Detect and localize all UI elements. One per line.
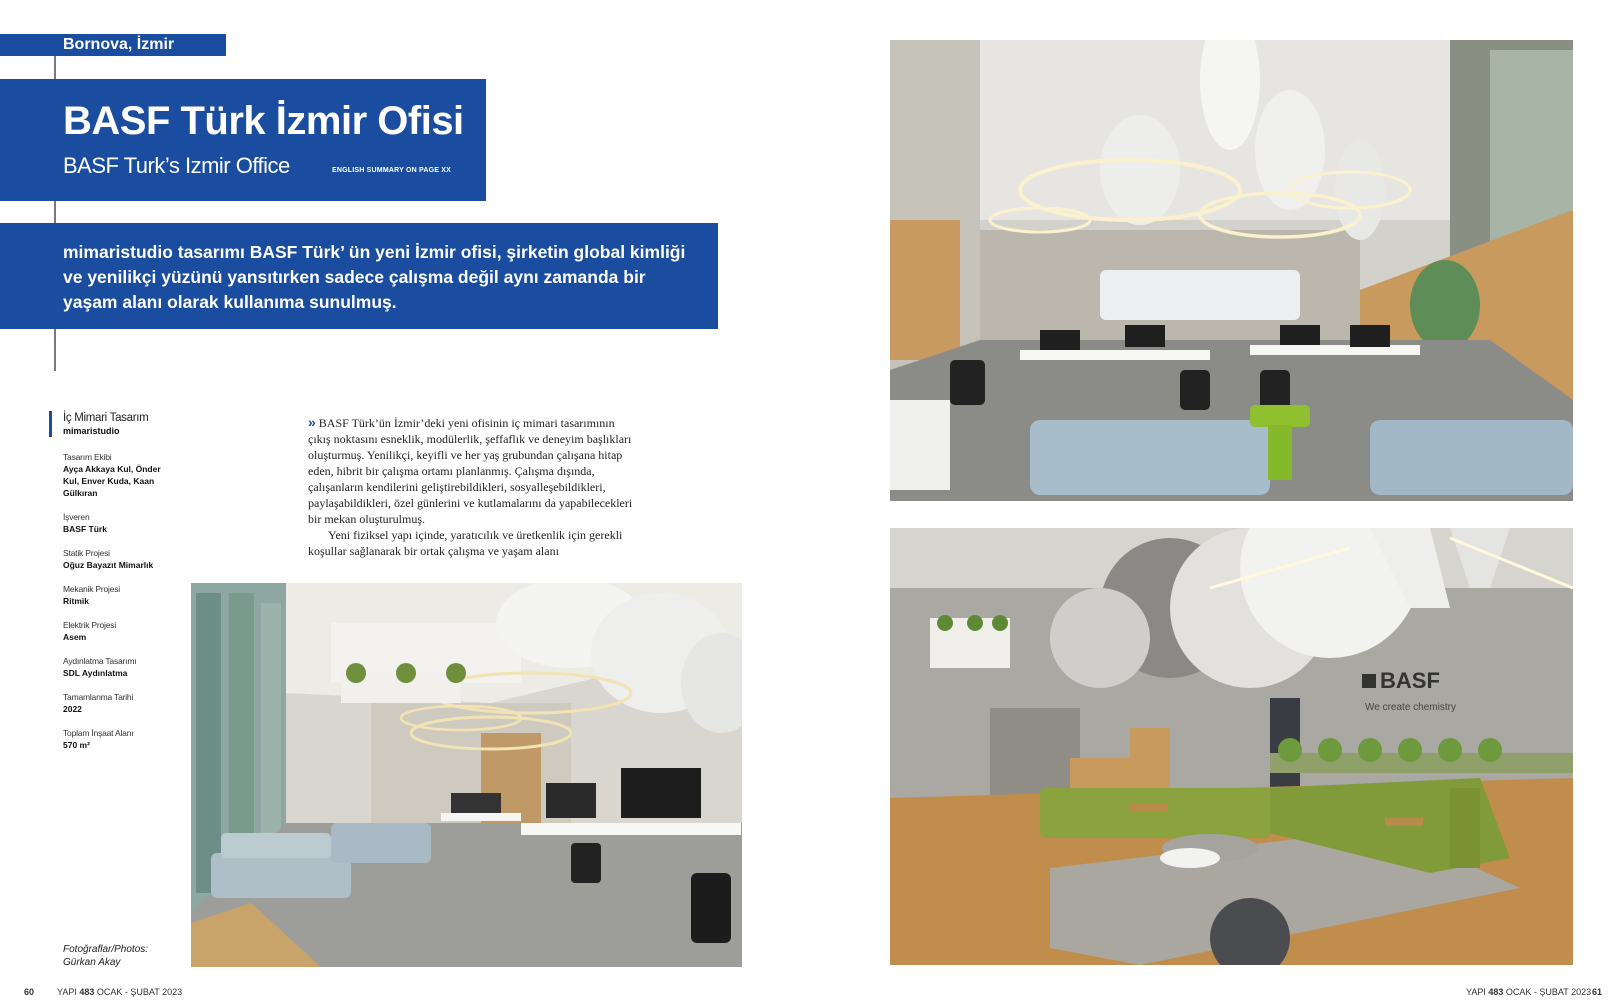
lounge-area-photo bbox=[890, 528, 1573, 965]
footer-date: OCAK - ŞUBAT 2023 bbox=[1505, 987, 1592, 997]
footer-date: OCAK - ŞUBAT 2023 bbox=[96, 987, 183, 997]
page-number-left: 60 bbox=[24, 987, 35, 997]
credit-value: 2022 bbox=[63, 704, 82, 714]
footer-magazine: YAPI bbox=[57, 987, 77, 997]
page-number-right: 61 bbox=[1592, 987, 1603, 997]
footer-right bbox=[1466, 987, 1591, 997]
credit-area bbox=[49, 727, 169, 751]
credit-value: Ayça Akkaya Kul, Önder Kul, Enver Kuda, Kaan Gülkıran bbox=[63, 464, 161, 498]
office-workspace-photo bbox=[890, 40, 1573, 501]
title-block bbox=[0, 79, 486, 201]
credit-design-team bbox=[49, 451, 169, 499]
intro-lead: mimaristudio tasarımı BASF Türk’ ün yeni İzmir ofisi, şirketin global kimliği ve yenilikçi yüzünü yansıtırken sadece çalışma değil aynı zamanda bir yaşam alanı olarak kullanıma sunulmuş. bbox=[0, 223, 718, 329]
body-paragraph-text: BASF Türk’ün İzmir’deki yeni ofisinin iç mimari tasarımının çıkış noktasını esneklik, modülerlik, şeffaflık ve deneyim başlıkları oluşturmuş. Yenilikçi, keyifli ve her yaş grubundan çalışana hitap eden, hibrit bir çalışma ortamı planlanmış. Çalışma dışında, çalışanların kendilerini geliştirebildikleri, sosyalleşebildikleri, paylaşabildikleri, özel günlerini ve kutlamalarını da yapabilecekleri bir mekan oluşturulmuş. bbox=[308, 416, 633, 526]
photo-credit bbox=[63, 943, 148, 969]
credit-mechanical bbox=[49, 583, 169, 607]
credit-electrical bbox=[49, 619, 169, 643]
body-paragraph bbox=[308, 414, 636, 527]
credit-interior-design bbox=[49, 411, 169, 437]
credit-label: Tamamlanma Tarihi bbox=[63, 692, 134, 702]
credit-label: Elektrik Projesi bbox=[63, 620, 117, 630]
project-credits bbox=[49, 411, 169, 763]
footer-left bbox=[57, 987, 182, 997]
credit-value: 570 m² bbox=[63, 740, 90, 750]
credit-completion bbox=[49, 691, 169, 715]
credit-label: İşveren bbox=[63, 512, 90, 522]
credit-value: Asem bbox=[63, 632, 87, 642]
office-interior-photo bbox=[191, 583, 742, 967]
basf-tagline: We create chemistry bbox=[1365, 702, 1456, 713]
footer-issue: 483 bbox=[79, 987, 95, 997]
footer-magazine: YAPI bbox=[1466, 987, 1486, 997]
credit-label: İç Mimari Tasarım bbox=[63, 412, 149, 424]
credit-value: Ritmik bbox=[63, 596, 89, 606]
article-title: BASF Türk İzmir Ofisi bbox=[63, 99, 464, 143]
credit-label: Toplam İnşaat Alanı bbox=[63, 728, 134, 738]
credit-label: Tasarım Ekibi bbox=[63, 452, 112, 462]
photo-credit-name: Gürkan Akay bbox=[63, 957, 121, 968]
article-body bbox=[308, 414, 636, 559]
credit-value: BASF Türk bbox=[63, 524, 107, 534]
credit-label: Aydınlatma Tasarımı bbox=[63, 656, 137, 666]
credit-structural bbox=[49, 547, 169, 571]
article-subtitle: BASF Turk’s Izmir Office bbox=[63, 153, 290, 178]
basf-logo: BASF bbox=[1380, 668, 1440, 693]
english-summary-note: ENGLISH SUMMARY ON PAGE XX bbox=[332, 167, 452, 174]
credit-label: Statik Projesi bbox=[63, 548, 110, 558]
credit-value: mimaristudio bbox=[63, 426, 120, 436]
body-paragraph: Yeni fiziksel yapı içinde, yaratıcılık ve üretkenlik için gerekli koşullar sağlanarak bir ortak çalışma ve yaşam alanı bbox=[308, 528, 623, 558]
paragraph-marker-icon: » bbox=[308, 414, 316, 430]
photo-credit-label: Fotoğraflar/Photos: bbox=[63, 944, 149, 955]
credit-lighting bbox=[49, 655, 169, 679]
location-tag: Bornova, İzmir bbox=[0, 34, 226, 56]
credit-client bbox=[49, 511, 169, 535]
footer-issue: 483 bbox=[1488, 987, 1504, 997]
credit-label: Mekanik Projesi bbox=[63, 584, 120, 594]
credit-value: Oğuz Bayazıt Mimarlık bbox=[63, 560, 154, 570]
credit-value: SDL Aydınlatma bbox=[63, 668, 128, 678]
